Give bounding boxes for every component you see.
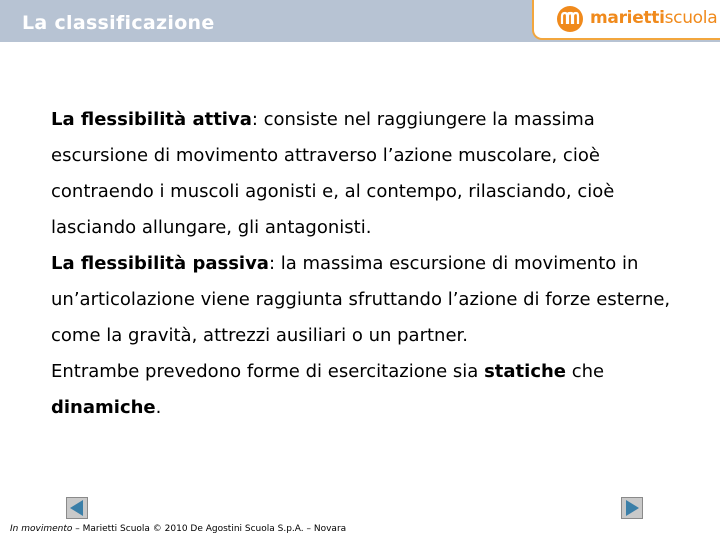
brand-name-light: scuola [664,8,718,28]
footer-credits [10,524,346,534]
brand-logo [532,0,720,40]
term-active-flexibility: La flessibilità attiva [51,109,252,130]
term-passive-flexibility: La flessibilità passiva [51,253,269,274]
header-bar [0,0,720,42]
term-dynamic: dinamiche [51,397,156,418]
slide-body [51,102,691,426]
paragraph-active-flexibility [51,102,691,246]
next-slide-button[interactable] [621,497,643,519]
footer-book-title: In movimento [10,524,73,534]
brand-name [590,8,717,28]
slide-title: La classificazione [22,12,215,34]
triangle-left-icon [67,498,87,518]
term-static: statiche [484,361,567,382]
summary-mid: che [566,361,605,382]
definition-active-flexibility: : consiste nel raggiungere la massima escursione di movimento attraverso l’azione muscolare, cioè contraendo i muscoli agonisti e, al contempo, rilasciando, cioè lasciando allungare, gli antagonisti. [51,109,615,238]
summary-start: Entrambe prevedono forme di esercitazione sia [51,361,485,382]
definition-passive-flexibility: : la massima escursione di movimento in un’articolazione viene raggiunta sfruttando l’azione di forze esterne, come la gravità, attrezzi ausiliari o un partner. [51,253,671,346]
paragraph-summary [51,354,691,426]
triangle-right-icon [622,498,642,518]
previous-slide-button[interactable] [66,497,88,519]
summary-end: . [155,397,162,418]
brand-name-bold: marietti [590,8,665,28]
marietti-logo-icon [556,5,584,33]
paragraph-passive-flexibility [51,246,691,354]
footer-copyright: – Marietti Scuola © 2010 De Agostini Scuola S.p.A. – Novara [72,524,347,534]
